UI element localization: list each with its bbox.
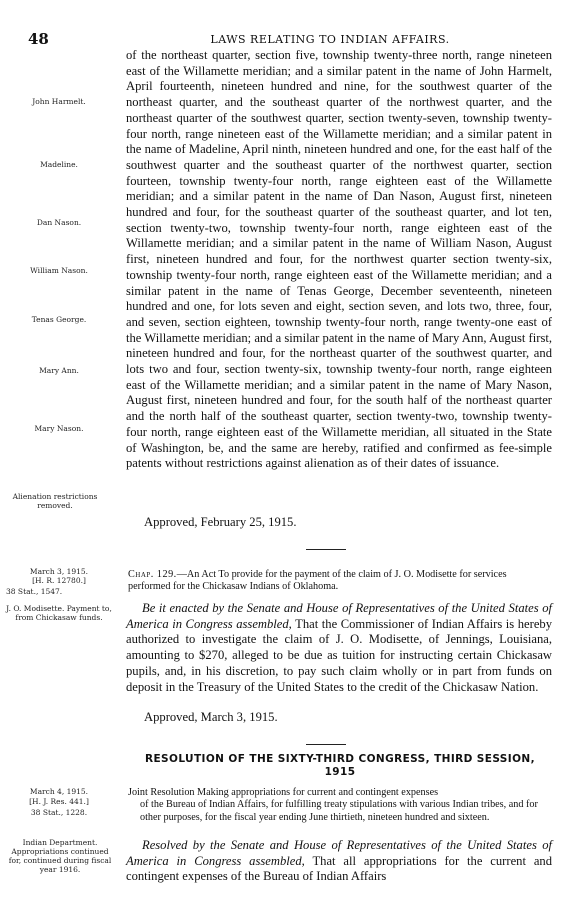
resolution-body: [126, 838, 552, 885]
page-number: 48: [28, 30, 49, 48]
section-divider-2: [306, 744, 346, 745]
margin-note-mary-nason: Mary Nason.: [34, 424, 84, 433]
joint-resolution-rest: of the Bureau of Indian Affairs, for fulfilling treaty stipulations with various Indian tribes, and for other purposes, for the fiscal year ending June thirtieth, nineteen hundred and sixteen.: [140, 799, 538, 823]
margin-note-harmelt: John Harmelt.: [32, 97, 86, 106]
patents-text: of the northeast quarter, section five, township twenty-three north, range nineteen east of the Willamette meridian; and a similar patent in the name of John Harmelt, April fourteenth, nineteen hundred and nine, for the southwest quarter of the northeast quarter, and the southeast quarter of the northwest quarter, and the northeast quarter of the southwest quarter, section twenty-seven, township twenty-four north, range nineteen east of the Willamette meridian; and a similar patent in the name of Madeline, April ninth, nineteen hundred and one, for the east half of the southwest quarter and the southeast quarter of the northwest quarter, section fourteen, township twenty-four north, range eighteen east of the Willamette meridian; and a similar patent in the name of Dan Nason, August first, nineteen hundred and four, for the southeast quarter of the southeast quarter, and lot ten, section twenty-two, township twenty-four north, range eighteen east of the Willamette meridian; and a similar patent in the name of William Nason, August first, nineteen hundred and four, for the northwest quarter section twenty-six, township twenty-four north, range eighteen east of the Willamette meridian; and a similar patent in the name of Tenas George, December seventeenth, nineteen hundred and one, for lots seven and eight, section seven, and lots two, three, four, and seven, section eighteen, township twenty-four north, range twenty-one east of the Willamette meridian; and a similar patent in the name of Mary Ann, August first, nineteen hundred and four, for the northeast quarter of the southwest quarter, and lots two and four, section twenty-six, township twenty-four north, range eighteen east of the Willamette meridian; and a similar patent in the name of Mary Nason, August first, nineteen hundred and four, for the south half of the northeast quarter and the north half of the southeast quarter, section twenty-two, township twenty-four north, range eighteen east of the Willamette meridian, all situated in the State of Washington, be, and the same are hereby, ratified and confirmed as fee-simple patents without restrictions against alienation as of their dates of issuance.: [126, 48, 552, 471]
chapter-129-title: —An Act To provide for the payment of the claim of J. O. Modisette for services performed for the Chickasaw Indians of Oklahoma.: [128, 569, 507, 592]
resolution-enacting-clause: Resolved by the Senate and House of Representatives of the United States of America in Congress assembled,: [126, 838, 552, 868]
margin-note-indian-dept: Indian Department. Appropriations continued for, continued during fiscal year 1916.: [8, 838, 112, 874]
patents-paragraph: [126, 48, 552, 472]
margin-note-res-date: March 4, 1915.: [29, 787, 89, 796]
margin-note-mary-ann: Mary Ann.: [39, 366, 79, 375]
chapter-129-label: Chap. 129.: [128, 569, 177, 580]
resolution-text: That all appropriations for the current and contingent expenses of the Bureau of Indian Affairs: [126, 853, 553, 884]
margin-note-dan-nason: Dan Nason.: [36, 218, 82, 227]
margin-note-chap129-stat: 38 Stat., 1547.: [6, 587, 63, 596]
margin-note-william-nason: William Nason.: [30, 266, 88, 275]
joint-resolution-heading: [128, 787, 554, 824]
margin-note-modisette: J. O. Modisette. Payment to, from Chickasaw funds.: [6, 604, 112, 622]
margin-note-alienation: Alienation restrictions removed.: [12, 492, 98, 510]
approved-date-2: Approved, March 3, 1915.: [144, 710, 278, 724]
resolution-title-line-1: RESOLUTION OF THE SIXTY-THIRD CONGRESS, THIRD SESSION,: [145, 753, 535, 765]
joint-resolution-first-line: Joint Resolution Making appropriations for current and contingent expenses: [128, 787, 439, 798]
resolution-title-line-2: 1915: [324, 766, 356, 778]
margin-note-tenas-george: Tenas George.: [31, 315, 87, 324]
approved-date-1: Approved, February 25, 1915.: [144, 515, 297, 529]
chapter-129-body: [126, 601, 552, 695]
running-head: LAWS RELATING TO INDIAN AFFAIRS.: [210, 33, 450, 46]
margin-note-madeline: Madeline.: [40, 160, 78, 169]
margin-note-res-stat: 38 Stat., 1228.: [30, 808, 88, 817]
section-divider-1: [306, 549, 346, 550]
margin-note-chap129-bill: [H. R. 12780.]: [32, 576, 86, 585]
margin-note-res-bill: [H. J. Res. 441.]: [29, 797, 89, 806]
chapter-129-text: That the Commissioner of Indian Affairs is hereby authorized to investigate the claim of J. O. Modisette, of Jennings, Louisiana, amounting to $270, alleged to be due as tuition for instructing certain Chickasaw pupils, and, in his discretion, to pay such claim wholly or in part from funds on deposit in the Treasury of the United States to the credit of the Chickasaw Nation.: [126, 616, 552, 694]
chapter-129-enacting-clause: Be it enacted by the Senate and House of Representatives of the United States of America in Congress assembled,: [126, 601, 552, 631]
resolution-title: [120, 753, 560, 779]
chapter-129-heading: [128, 569, 550, 593]
margin-note-chap129-date: March 3, 1915.: [29, 567, 89, 576]
